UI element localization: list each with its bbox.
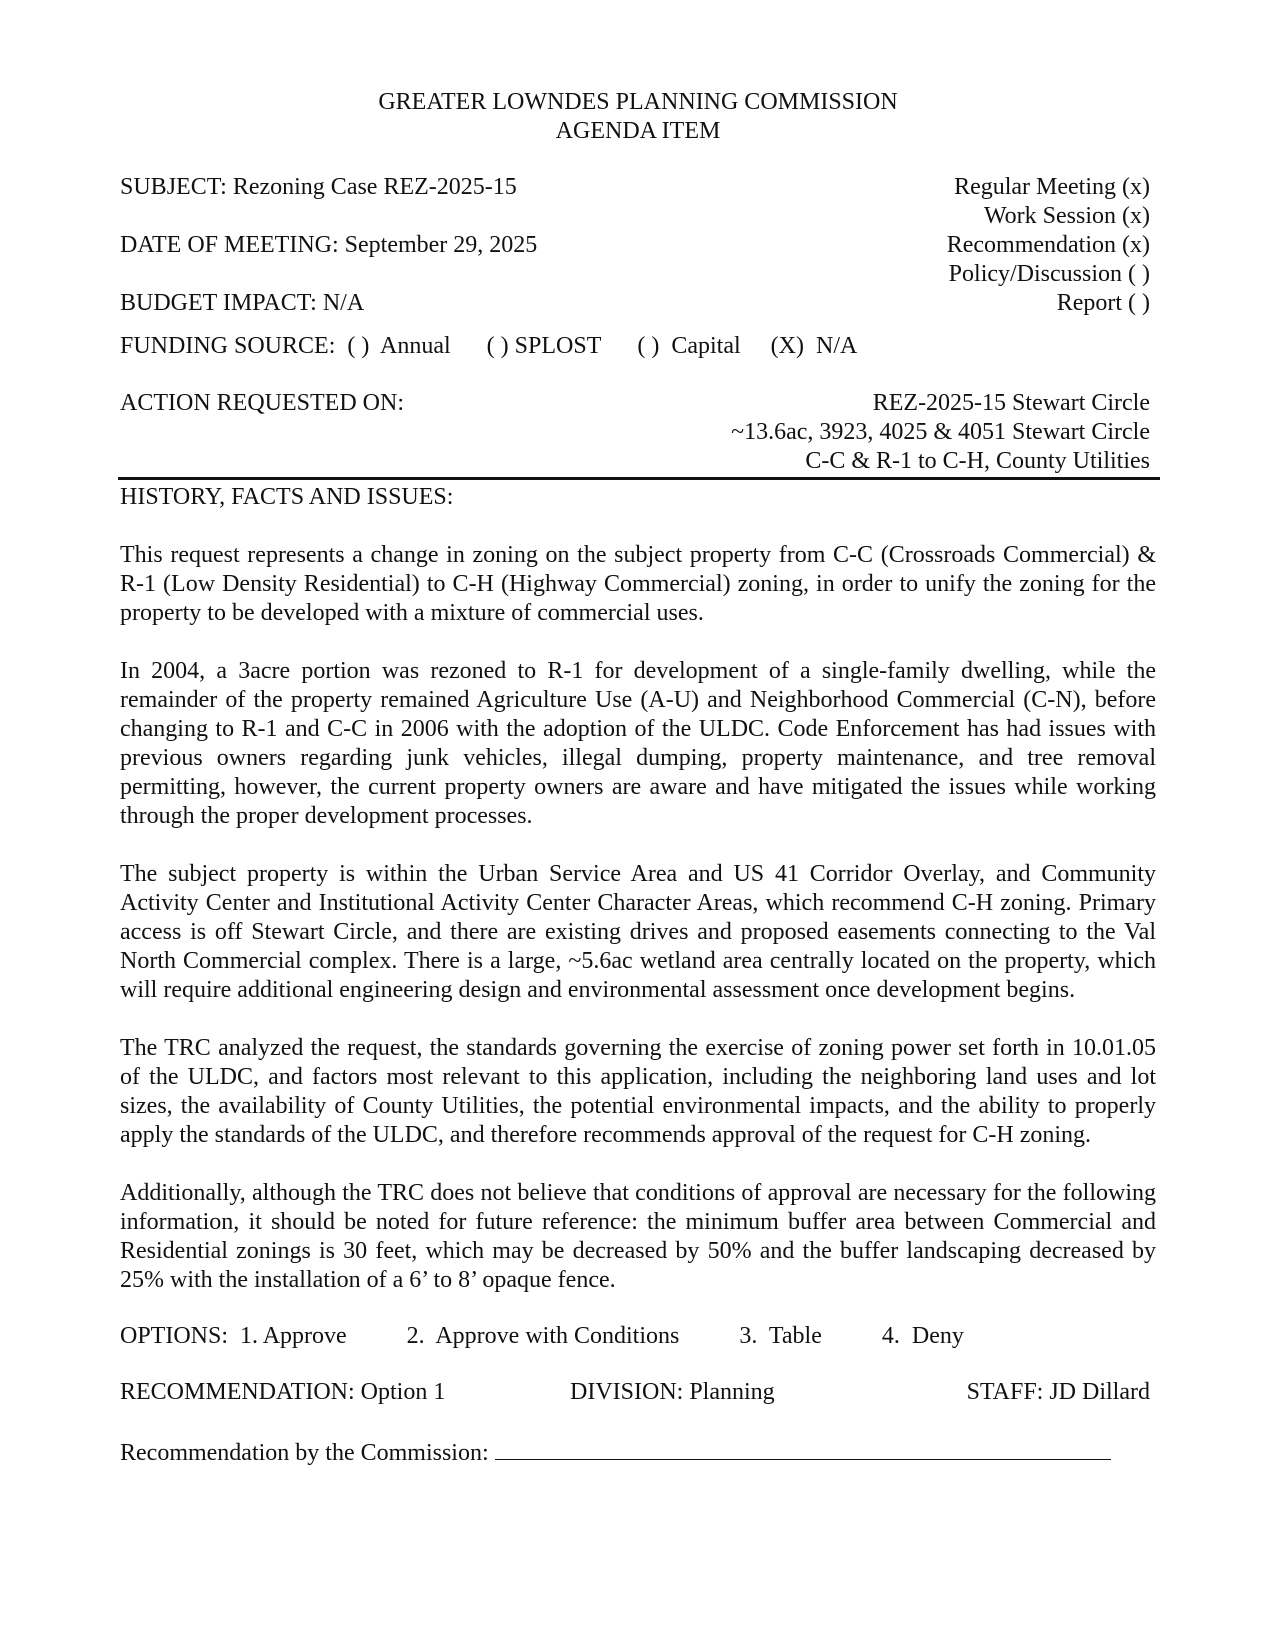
meeting-info-block: [120, 173, 1156, 316]
history-paragraph-1: This request represents a change in zoning on the subject property from C-C (Crossroads Commercial) & R-1 (Low Density Residential) to C-H (Highway Commercial) zoning, in order to unify the zoning for the property to be developed with a mixture of commercial uses.: [120, 542, 1156, 626]
history-paragraph-4: The TRC analyzed the request, the standards governing the exercise of zoning power set forth in 10.01.05 of the ULDC, and factors most relevant to this application, including the neighboring land uses and lot sizes, the availability of County Utilities, the potential environmental impacts, and the ability to properly apply the standards of the ULDC, and therefore recommends approval of the request for C-H zoning.: [120, 1035, 1156, 1148]
action-line-address: ~13.6ac, 3923, 4025 & 4051 Stewart Circle: [731, 419, 1150, 445]
commission-label: Recommendation by the Commission:: [120, 1440, 489, 1466]
funding-na: (X) N/A: [770, 333, 858, 359]
history-paragraph-5: Additionally, although the TRC does not believe that conditions of approval are necessary for the following information, it should be noted for future reference: the minimum buffer area between Commercial and Residential zonings is 30 feet, which may be decreased by 50% and the buffer landscaping decreased by 25% with the installation of a 6’ to 8’ opaque fence.: [120, 1180, 1156, 1293]
funding-splost: ( ) SPLOST: [486, 333, 602, 359]
budget-impact: BUDGET IMPACT: N/A: [120, 290, 365, 316]
division-text: DIVISION: Planning: [570, 1379, 775, 1405]
option-table: 3. Table: [739, 1323, 822, 1349]
action-line-case: REZ-2025-15 Stewart Circle: [872, 390, 1150, 416]
funding-source-row: [120, 332, 1156, 361]
history-paragraph-3: The subject property is within the Urban Service Area and US 41 Corridor Overlay, and Community Activity Center and Institutional Activity Center Character Areas, which recommend C-H zoning. Primary access is off Stewart Circle, and there are existing drives and proposed easements connecting to the Val North Commercial complex. There is a large, ~5.6ac wetland area centrally located on the property, which will require additional engineering design and environmental assessment once development begins.: [120, 861, 1156, 1003]
history-heading: HISTORY, FACTS AND ISSUES:: [120, 484, 454, 510]
options-row: [120, 1322, 1156, 1351]
doc-type: AGENDA ITEM: [555, 118, 721, 144]
option-deny: 4. Deny: [881, 1323, 964, 1349]
meeting-meta: [120, 173, 537, 318]
meeting-type-list: [947, 173, 1150, 318]
staff-text: STAFF: JD Dillard: [966, 1379, 1150, 1405]
meeting-type-report: Report ( ): [1056, 290, 1150, 316]
commission-blank-line: [495, 1437, 1111, 1460]
subject-line: SUBJECT: Rezoning Case REZ-2025-15: [120, 174, 517, 200]
meeting-type-recommendation: Recommendation (x): [946, 232, 1150, 258]
agenda-item-page: [120, 88, 1156, 1468]
history-paragraph-2: In 2004, a 3acre portion was rezoned to R-1 for development of a single-family dwelling, while the remainder of the property remained Agriculture Use (A-U) and Neighborhood Commercial (C-N), before changing to R-1 and C-C in 2006 with the adoption of the ULDC. Code Enforcement has had issues with previous owners regarding junk vehicles, illegal dumping, property maintenance, and tree removal permitting, however, the current property owners are aware and have mitigated the issues while working through the proper development processes.: [120, 658, 1156, 829]
document-title: [120, 88, 1156, 146]
org-name: GREATER LOWNDES PLANNING COMMISSION: [378, 89, 898, 115]
funding-capital: ( ) Capital: [637, 333, 741, 359]
recommendation-text: RECOMMENDATION: Option 1: [120, 1379, 446, 1405]
action-requested-block: [120, 389, 1156, 477]
options-label: OPTIONS:: [120, 1323, 229, 1349]
meeting-type-regular: Regular Meeting (x): [954, 174, 1150, 200]
action-line-zoning: C-C & R-1 to C-H, County Utilities: [805, 448, 1150, 474]
funding-label: FUNDING SOURCE:: [120, 333, 336, 359]
option-approve: 1. Approve: [240, 1323, 347, 1349]
date-of-meeting: DATE OF MEETING: September 29, 2025: [120, 232, 538, 258]
section-divider: [118, 477, 1160, 480]
action-label: ACTION REQUESTED ON:: [120, 390, 404, 416]
funding-annual: ( ) Annual: [347, 333, 451, 359]
commission-recommendation-row: [120, 1437, 1156, 1468]
meeting-type-policy: Policy/Discussion ( ): [948, 261, 1150, 287]
action-details: [731, 389, 1150, 476]
meeting-type-work-session: Work Session (x): [983, 203, 1150, 229]
option-approve-with-conditions: 2. Approve with Conditions: [406, 1323, 680, 1349]
recommendation-row: [120, 1378, 1156, 1407]
